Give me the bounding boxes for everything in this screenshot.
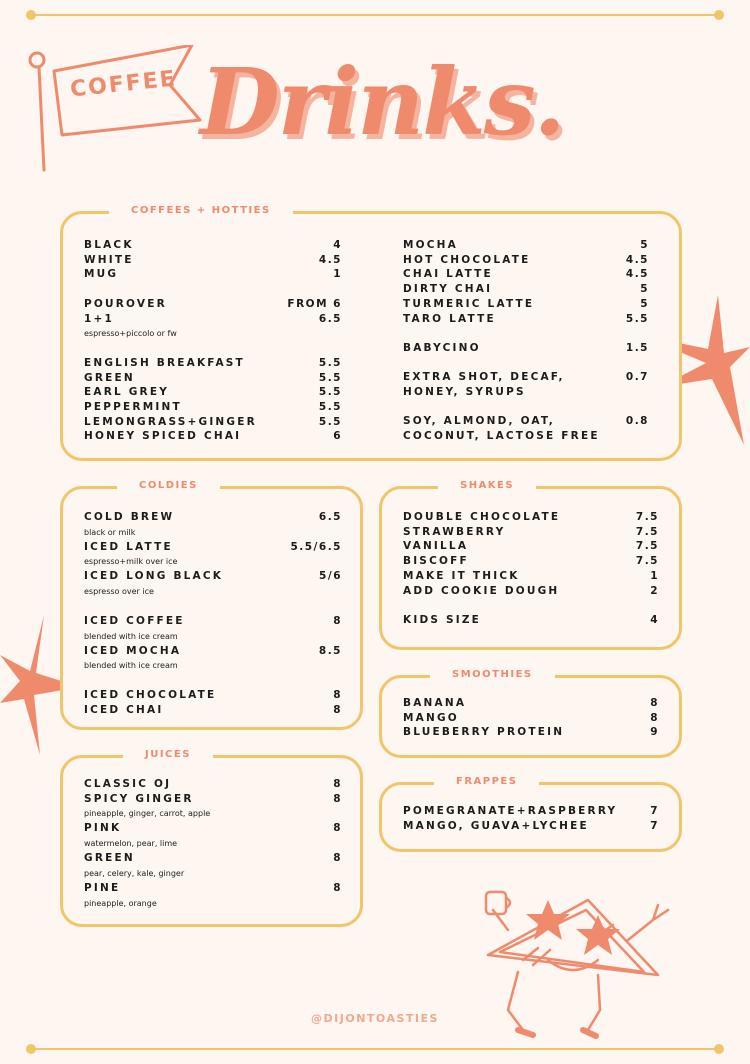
menu-item xyxy=(84,644,342,659)
menu-item-description: black or milk xyxy=(84,527,136,537)
menu-item xyxy=(403,341,649,356)
menu-item xyxy=(84,851,342,866)
menu-item-name: ICED LONG BLACK xyxy=(84,570,224,583)
menu-item-price: 7 xyxy=(650,819,659,832)
menu-item xyxy=(84,238,342,253)
menu-item-name: PINE xyxy=(84,881,121,894)
menu-item-price: 8 xyxy=(333,881,342,894)
menu-item-price: 7.5 xyxy=(635,525,659,538)
menu-item-name: BABYCINO xyxy=(403,341,481,354)
menu-item-name: 1+1 xyxy=(84,312,115,325)
menu-item-name: ICED MOCHA xyxy=(84,644,182,657)
menu-item-name: MANGO xyxy=(403,711,459,724)
menu-item-price: 4 xyxy=(333,239,342,251)
page-title: Drinks. xyxy=(200,48,564,156)
coffees-left xyxy=(84,238,342,444)
menu-item-name: BISCOFF xyxy=(403,555,469,568)
menu-item-name: EARL GREY xyxy=(84,386,170,399)
menu-item xyxy=(84,614,342,629)
menu-item-price: 6 xyxy=(333,430,342,443)
menu-item-name: TARO LATTE xyxy=(403,312,496,325)
menu-item-name: MANGO, GUAVA+LYCHEE xyxy=(403,819,589,832)
menu-item xyxy=(84,792,342,807)
menu-item xyxy=(84,821,342,836)
menu-item xyxy=(403,253,649,268)
menu-item xyxy=(84,267,342,282)
top-divider xyxy=(30,14,720,16)
menu-item-price: 4 xyxy=(650,613,659,626)
menu-item-price: 5.5 xyxy=(625,312,649,325)
menu-item xyxy=(84,540,342,555)
menu-item-price: 1.5 xyxy=(625,341,649,354)
flag-label: COFFEE xyxy=(68,66,178,103)
menu-item-name: ADD COOKIE DOUGH xyxy=(403,584,560,597)
menu-item-name: ICED COFFEE xyxy=(84,614,185,627)
menu-item-description: espresso+milk over ice xyxy=(84,557,178,567)
menu-item xyxy=(84,371,342,386)
menu-item-price: 1 xyxy=(650,569,659,582)
spacer xyxy=(84,341,342,356)
menu-item-name: GREEN xyxy=(84,371,135,384)
menu-item-price: 7.5 xyxy=(635,511,659,523)
smoothies-list xyxy=(403,696,659,740)
menu-item xyxy=(403,554,659,569)
menu-item-name: ICED CHOCOLATE xyxy=(84,688,217,701)
menu-item-price: 8 xyxy=(650,711,659,724)
menu-item-name: ICED LATTE xyxy=(84,540,173,553)
menu-item-price: 8 xyxy=(333,822,342,835)
menu-item xyxy=(84,297,342,312)
menu-item xyxy=(403,804,659,819)
menu-item-name: TURMERIC LATTE xyxy=(403,297,535,310)
spacer xyxy=(84,673,342,688)
menu-item-description: watermelon, pear, lime xyxy=(84,839,178,849)
menu-item-price: 8 xyxy=(333,703,342,716)
menu-item-name: STRAWBERRY xyxy=(403,525,506,538)
menu-item-price: 5 xyxy=(640,283,649,296)
menu-item xyxy=(84,429,342,444)
menu-item-price: 7.5 xyxy=(635,540,659,553)
menu-item xyxy=(84,312,342,327)
menu-item xyxy=(403,282,649,297)
menu-item-price: 8 xyxy=(333,688,342,701)
menu-item xyxy=(403,370,649,399)
menu-item-price: 1 xyxy=(333,268,342,281)
menu-item-price: 5.5 xyxy=(318,386,342,399)
menu-item xyxy=(403,525,659,540)
menu-item xyxy=(84,356,342,371)
coffees-right xyxy=(403,238,649,444)
menu-item-price: 5.5/6.5 xyxy=(290,540,342,553)
menu-item-name: POUROVER xyxy=(84,297,167,310)
menu-item-name: HONEY SPICED CHAI xyxy=(84,430,242,443)
spacer xyxy=(84,282,342,297)
menu-item-price: 4.5 xyxy=(318,253,342,266)
menu-item-name: BLUEBERRY PROTEIN xyxy=(403,726,565,739)
menu-item-name: ENGLISH BREAKFAST xyxy=(84,356,245,369)
menu-item xyxy=(403,297,649,312)
menu-item-name: PEPPERMINT xyxy=(84,401,182,413)
coldies-title: COLDIES xyxy=(117,480,220,491)
menu-item-price: 0.7 xyxy=(625,371,649,384)
menu-item-price: 4.5 xyxy=(625,253,649,266)
menu-item-price: 0.8 xyxy=(625,415,649,428)
smoothies-title: SMOOTHIES xyxy=(430,669,555,680)
menu-item xyxy=(84,510,342,525)
menu-item-name: CHAI LATTE xyxy=(403,268,493,281)
menu-item-name: SPICY GINGER xyxy=(84,792,194,805)
menu-item-name: BLACK xyxy=(84,239,134,251)
menu-item xyxy=(84,385,342,400)
menu-item-name: SOY, ALMOND, OAT, COCONUT, LACTOSE FREE xyxy=(403,415,600,443)
menu-item xyxy=(403,510,659,525)
menu-item-name: EXTRA SHOT, DECAF, HONEY, SYRUPS xyxy=(403,371,565,398)
menu-item-description: blended with ice cream xyxy=(84,631,178,641)
menu-item-price: 4.5 xyxy=(625,268,649,281)
menu-item-name: MOCHA xyxy=(403,239,458,251)
menu-item xyxy=(403,569,659,584)
spacer xyxy=(403,598,659,613)
menu-item xyxy=(403,613,659,628)
menu-item-name: PINK xyxy=(84,822,122,835)
menu-item-name: CLASSIC OJ xyxy=(84,778,172,790)
menu-item xyxy=(403,584,659,599)
coffees-title: COFFEES + HOTTIES xyxy=(109,205,293,216)
menu-item-name: BANANA xyxy=(403,697,467,709)
menu-item-price: 5 xyxy=(640,297,649,310)
menu-item-description: espresso+piccolo or fw xyxy=(84,329,177,339)
menu-item-name: VANILLA xyxy=(403,540,469,553)
menu-item-description: blended with ice cream xyxy=(84,661,178,671)
menu-item-name: DIRTY CHAI xyxy=(403,283,493,296)
juices-list xyxy=(84,777,342,911)
menu-item xyxy=(403,819,659,834)
menu-item xyxy=(403,414,649,443)
shakes-list xyxy=(403,510,659,628)
menu-item-name: KIDS SIZE xyxy=(403,613,482,626)
menu-item xyxy=(84,703,342,718)
menu-item-price: 8 xyxy=(333,852,342,865)
menu-item-name: COLD BREW xyxy=(84,511,175,523)
menu-item-name: POMEGRANATE+RASPBERRY xyxy=(403,805,618,817)
menu-item-price: 2 xyxy=(650,584,659,597)
menu-item xyxy=(403,725,659,740)
menu-item-price: 7 xyxy=(650,805,659,817)
menu-item-price: 5.5 xyxy=(318,371,342,384)
menu-item-description: pear, celery, kale, ginger xyxy=(84,868,185,878)
spacer xyxy=(403,356,649,371)
menu-item-price: 9 xyxy=(650,726,659,739)
shakes-title: SHAKES xyxy=(438,480,536,491)
menu-item xyxy=(84,400,342,415)
page-title-wrap xyxy=(200,48,564,156)
menu-item-price: 5/6 xyxy=(319,570,342,583)
menu-item-price: 5.5 xyxy=(318,415,342,428)
menu-item-price: 7.5 xyxy=(635,555,659,568)
juices-title: JUICES xyxy=(123,749,213,760)
menu-item-price: 5.5 xyxy=(318,356,342,369)
menu-item-description: espresso over ice xyxy=(84,587,154,597)
menu-item xyxy=(403,312,649,327)
menu-item-description: pineapple, ginger, carrot, apple xyxy=(84,809,211,819)
menu-item-name: WHITE xyxy=(84,253,134,266)
spacer xyxy=(403,326,649,341)
bottom-divider xyxy=(30,1048,720,1050)
menu-item-name: DOUBLE CHOCOLATE xyxy=(403,511,561,523)
instagram-handle: @DIJONTOASTIES xyxy=(311,1012,439,1025)
menu-item xyxy=(84,415,342,430)
spacer xyxy=(403,400,649,415)
menu-item-price: 8 xyxy=(333,614,342,627)
menu-item-name: MAKE IT THICK xyxy=(403,569,520,582)
frappes-title: FRAPPES xyxy=(434,776,539,787)
menu-item-price: 8 xyxy=(333,778,342,790)
menu-item xyxy=(403,539,659,554)
menu-item-price: 6.5 xyxy=(318,511,342,523)
menu-item-price: 5.5 xyxy=(318,401,342,413)
menu-item-price: 8 xyxy=(650,697,659,709)
menu-item xyxy=(84,569,342,584)
menu-item-price: 6.5 xyxy=(318,312,342,325)
frappes-list xyxy=(403,804,659,833)
menu-item-price: 8.5 xyxy=(318,644,342,657)
menu-item-name: GREEN xyxy=(84,852,135,865)
menu-item-name: LEMONGRASS+GINGER xyxy=(84,415,257,428)
spacer xyxy=(84,599,342,614)
menu-item xyxy=(403,267,649,282)
menu-item xyxy=(84,688,342,703)
coldies-list xyxy=(84,510,342,717)
menu-item-name: MUG xyxy=(84,268,119,281)
menu-item-price: FROM 6 xyxy=(287,297,342,310)
menu-item xyxy=(84,777,342,792)
menu-item-price: 5 xyxy=(640,239,649,251)
menu-item-name: HOT CHOCOLATE xyxy=(403,253,531,266)
menu-item-price: 8 xyxy=(333,792,342,805)
menu-item-name: ICED CHAI xyxy=(84,703,164,716)
menu-item xyxy=(84,253,342,268)
flag-icon xyxy=(20,45,210,175)
menu-item xyxy=(84,881,342,896)
menu-item xyxy=(403,696,659,711)
menu-item xyxy=(403,238,649,253)
menu-item-description: pineapple, orange xyxy=(84,898,157,908)
menu-item xyxy=(403,711,659,726)
